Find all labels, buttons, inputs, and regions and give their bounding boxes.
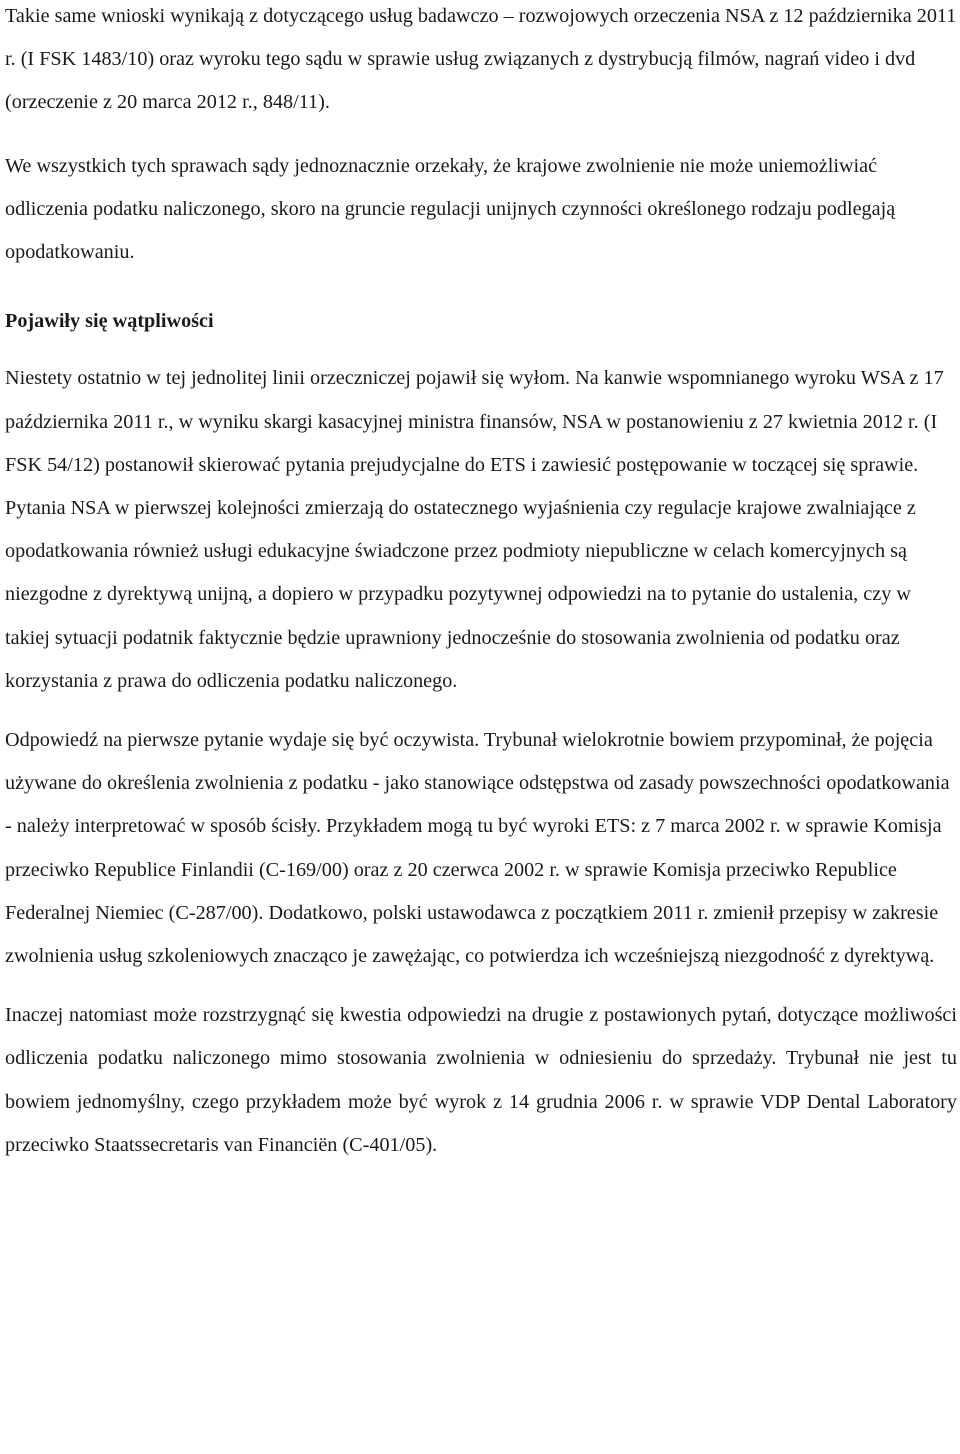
paragraph-prejudicial-questions: Niestety ostatnio w tej jednolitej linii orzeczniczej pojawił się wyłom. Na kanwie wspomnianego wyroku WSA z 17 października 2011 r., w wyniku skargi kasacyjnej ministra finansów, NSA w postanowieniu z 27 kwietnia 2012 r. (I FSK 54/12) postanowił skierować pytania prejudycjalne do ETS i zawiesić postępowanie w toczącej się sprawie. Pytania NSA w pierwszej kolejności zmierzają do ostatecznego wyjaśnienia czy regulacje krajowe zwalniające z opodatkowania również usługi edukacyjne świadczone przez podmioty niepubliczne w celach komercyjnych są niezgodne z dyrektywą unijną, a dopiero w przypadku pozytywnej odpowiedzi na to pytanie do ustalenia, czy w takiej sytuacji podatnik faktycznie będzie uprawniony jednocześnie do stosowania zwolnienia od podatku oraz korzystania z prawa do odliczenia podatku naliczonego. (5, 367, 944, 692)
paragraph-first-question-answer: Odpowiedź na pierwsze pytanie wydaje się być oczywista. Trybunał wielokrotnie bowiem przypominał, że pojęcia używane do określenia zwolnienia z podatku - jako stanowiące odstępstwa od zasady powszechności opodatkowania - należy interpretować w sposób ścisły. Przykładem mogą tu być wyroki ETS: z 7 marca 2002 r. w sprawie Komisja przeciwko Republice Finlandii (C-169/00) oraz z 20 czerwca 2002 r. w sprawie Komisja przeciwko Republice Federalnej Niemiec (C-287/00). Dodatkowo, polski ustawodawca z początkiem 2011 r. zmienił przepisy w zakresie zwolnienia usług szkoleniowych znacząco je zawężając, co potwierdza ich wcześniejszą niezgodność z dyrektywą. (5, 729, 950, 968)
document-page (5, 0, 957, 1167)
paragraph-nsa-rulings: Takie same wnioski wynikają z dotyczącego usług badawczo – rozwojowych orzeczenia NSA z 12 października 2011 r. (I FSK 1483/10) oraz wyroku tego sądu w sprawie usług związanych z dystrybucją filmów, nagrań video i dvd (orzeczenie z 20 marca 2012 r., 848/11). (5, 5, 957, 114)
section-heading: Pojawiły się wątpliwości (5, 310, 214, 333)
paragraph-courts-conclusion: We wszystkich tych sprawach sądy jednoznacznie orzekały, że krajowe zwolnienie nie może uniemożliwiać odliczenia podatku naliczonego, skoro na gruncie regulacji unijnych czynności określonego rodzaju podlegają opodatkowaniu. (5, 154, 896, 264)
paragraph-second-question: Inaczej natomiast może rozstrzygnąć się kwestia odpowiedzi na drugie z postawionych pytań, dotyczące możliwości odliczenia podatku naliczonego mimo stosowania zwolnienia w odniesieniu do sprzedaży. Trybunał nie jest tu bowiem jednomyślny, czego przykładem może być wyrok z 14 grudnia 2006 r. w sprawie VDP Dental Laboratory przeciwko Staatssecretaris van Financiën (C-401/05). (5, 1004, 957, 1156)
